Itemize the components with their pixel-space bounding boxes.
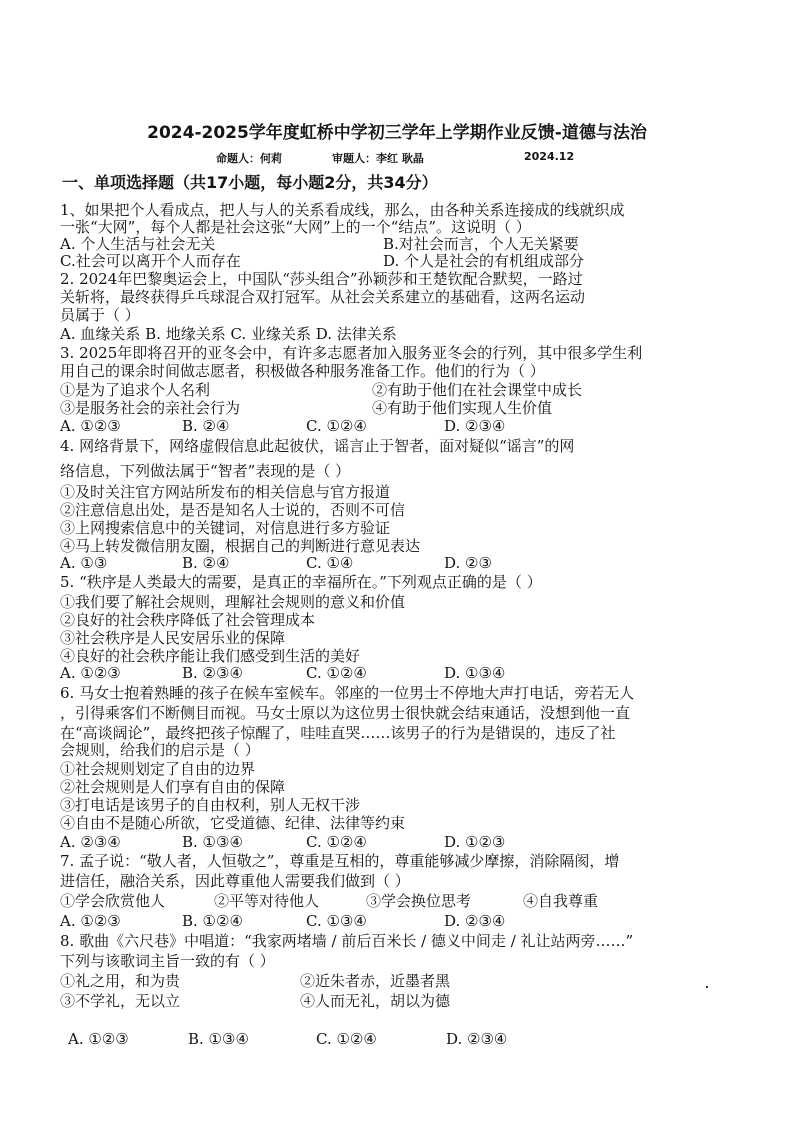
date-line: 2024.12 bbox=[524, 150, 575, 163]
q6-option-a: A. ②③④ bbox=[60, 833, 121, 851]
section-heading: 一、单项选择题（共17小题，每小题2分，共34分） bbox=[62, 173, 438, 192]
q1-option-c: C.社会可以离开个人而存在 bbox=[60, 252, 241, 270]
q4-statement-1: ①及时关注官方网站所发布的相关信息与官方报道 bbox=[60, 483, 391, 501]
q2-options: A. 血缘关系 B. 地缘关系 C. 业缘关系 D. 法律关系 bbox=[60, 325, 397, 343]
q8-option-b: B. ①③④ bbox=[188, 1030, 249, 1048]
q4-line2: 络信息，下列做法属于“智者”表现的是（ ） bbox=[60, 462, 351, 480]
q8-statement-1: ①礼之用，和为贵 bbox=[60, 972, 181, 990]
q1-option-d: D. 个人是社会的有机组成部分 bbox=[383, 252, 585, 270]
q4-option-c: C. ①④ bbox=[306, 554, 354, 572]
q4-option-b: B. ②④ bbox=[182, 554, 230, 572]
q4-statement-2: ②注意信息出处，是否是知名人士说的，否则不可信 bbox=[60, 501, 406, 519]
q8-line1: 8. 歌曲《六尺巷》中唱道：“我家两堵墙 / 前后百米长 / 德义中间走 / 礼让站两旁……” bbox=[60, 932, 634, 950]
q7-line1: 7. 孟子说：“敬人者，人恒敬之”，尊重是互相的，尊重能够减少摩擦，消除隔阂，增 bbox=[60, 852, 620, 870]
q4-statement-3: ③上网搜索信息中的关键词，对信息进行多方验证 bbox=[60, 519, 391, 537]
q7-line2: 进信任，融洽关系，因此尊重他人需要我们做到（ ） bbox=[60, 872, 410, 890]
q7-option-d: D. ②③④ bbox=[444, 912, 506, 930]
q1-option-b: B.对社会而言，个人无关紧要 bbox=[383, 235, 579, 253]
q5-option-c: C. ①②④ bbox=[306, 664, 367, 682]
q6-line4: 会规则，给我们的启示是（ ） bbox=[60, 741, 260, 759]
q4-option-d: D. ②③ bbox=[444, 554, 492, 572]
q6-option-c: C. ①②④ bbox=[306, 833, 367, 851]
q7-option-b: B. ①②④ bbox=[182, 912, 243, 930]
q8-statement-2: ②近朱者赤，近墨者黑 bbox=[300, 972, 451, 990]
q2-line1: 2. 2024年巴黎奥运会上，中国队“莎头组合”孙颖莎和王楚钦配合默契，一路过 bbox=[60, 270, 583, 288]
q3-line2: 用自己的课余时间做志愿者，积极做各种服务准备工作。他们的行为（ ） bbox=[60, 362, 545, 380]
q5-option-d: D. ①③④ bbox=[444, 664, 506, 682]
scan-speck bbox=[706, 986, 708, 988]
q4-line1: 4. 网络背景下，网络虚假信息此起彼伏，谣言止于智者，面对疑似“谣言”的网 bbox=[60, 437, 575, 455]
q6-option-b: B. ①③④ bbox=[182, 833, 243, 851]
q6-statement-3: ③打电话是该男子的自由权利，别人无权干涉 bbox=[60, 796, 361, 814]
q2-line2: 关斩将，最终获得乒乓球混合双打冠军。从社会关系建立的基础看，这两名运动 bbox=[60, 288, 586, 306]
q3-statement-3: ③是服务社会的亲社会行为 bbox=[60, 399, 241, 417]
q5-statement-2: ②良好的社会秩序降低了社会管理成本 bbox=[60, 611, 316, 629]
author-line: 命题人：何莉 bbox=[216, 152, 282, 165]
q8-statement-3: ③不学礼，无以立 bbox=[60, 992, 181, 1010]
q4-statement-4: ④马上转发微信朋友圈，根据自己的判断进行意见表达 bbox=[60, 537, 421, 555]
q1-line1: 1、如果把个人看成点，把人与人的关系看成线，那么，由各种关系连接成的线就织成 bbox=[60, 201, 625, 219]
q3-option-d: D. ②③④ bbox=[444, 417, 506, 435]
q6-option-d: D. ①②③ bbox=[444, 833, 506, 851]
q7-statement-1: ①学会欣赏他人 bbox=[60, 892, 166, 910]
q8-option-c: C. ①②④ bbox=[316, 1030, 377, 1048]
q3-statement-1: ①是为了追求个人名利 bbox=[60, 381, 211, 399]
q7-statement-2: ②平等对待他人 bbox=[214, 892, 320, 910]
q7-statement-4: ④自我尊重 bbox=[523, 892, 599, 910]
q2-line3: 员属于（ ） bbox=[60, 306, 140, 324]
q5-option-b: B. ②③④ bbox=[182, 664, 243, 682]
q3-option-a: A. ①②③ bbox=[60, 417, 121, 435]
q5-statement-3: ③社会秩序是人民安居乐业的保障 bbox=[60, 629, 286, 647]
q6-line3: 在“高谈阔论”，最终把孩子惊醒了，哇哇直哭……该男子的行为是错误的，违反了社 bbox=[60, 724, 616, 742]
q8-option-a: A. ①②③ bbox=[68, 1030, 129, 1048]
q4-option-a: A. ①③ bbox=[60, 554, 108, 572]
q8-statement-4: ④人而无礼，胡以为德 bbox=[300, 992, 451, 1010]
q1-option-a: A. 个人生活与社会无关 bbox=[60, 235, 216, 253]
q5-line1: 5. “秩序是人类最大的需要，是真正的幸福所在。”下列观点正确的是（ ） bbox=[60, 573, 542, 591]
q5-statement-1: ①我们要了解社会规则，理解社会规则的意义和价值 bbox=[60, 593, 406, 611]
q5-option-a: A. ①②③ bbox=[60, 664, 121, 682]
q6-statement-4: ④自由不是随心所欲，它受道德、纪律、法律等约束 bbox=[60, 814, 406, 832]
reviewer-line: 审题人：李红 耿晶 bbox=[332, 152, 424, 165]
q3-option-c: C. ①②④ bbox=[306, 417, 367, 435]
q7-option-c: C. ①③④ bbox=[306, 912, 367, 930]
q3-statement-2: ②有助于他们在社会课堂中成长 bbox=[372, 381, 583, 399]
q8-line2: 下列与该歌词主旨一致的有（ ） bbox=[60, 952, 275, 970]
q5-statement-4: ④良好的社会秩序能让我们感受到生活的美好 bbox=[60, 647, 361, 665]
q7-option-a: A. ①②③ bbox=[60, 912, 121, 930]
q6-statement-1: ①社会规则划定了自由的边界 bbox=[60, 760, 256, 778]
q3-line1: 3. 2025年即将召开的亚冬会中，有许多志愿者加入服务亚冬会的行列，其中很多学生利 bbox=[60, 344, 643, 362]
q1-line2: 一张“大网”，每个人都是社会这张“大网”上的一个“结点”。这说明（ ） bbox=[60, 218, 531, 236]
q8-option-d: D. ②③④ bbox=[446, 1030, 508, 1048]
q6-statement-2: ②社会规则是人们享有自由的保障 bbox=[60, 778, 286, 796]
q3-statement-4: ④有助于他们实现人生价值 bbox=[372, 399, 553, 417]
q7-statement-3: ③学会换位思考 bbox=[366, 892, 472, 910]
q6-line1: 6. 马女士抱着熟睡的孩子在候车室候车。邻座的一位男士不停地大声打电话，旁若无人 bbox=[60, 684, 635, 702]
q3-option-b: B. ②④ bbox=[182, 417, 230, 435]
exam-title: 2024-2025学年度虹桥中学初三学年上学期作业反馈-道德与法治 bbox=[147, 123, 647, 143]
q6-line2: ，引得乘客们不断侧目而视。马女士原以为这位男士很快就会结束通话，没想到他一直 bbox=[60, 704, 631, 722]
